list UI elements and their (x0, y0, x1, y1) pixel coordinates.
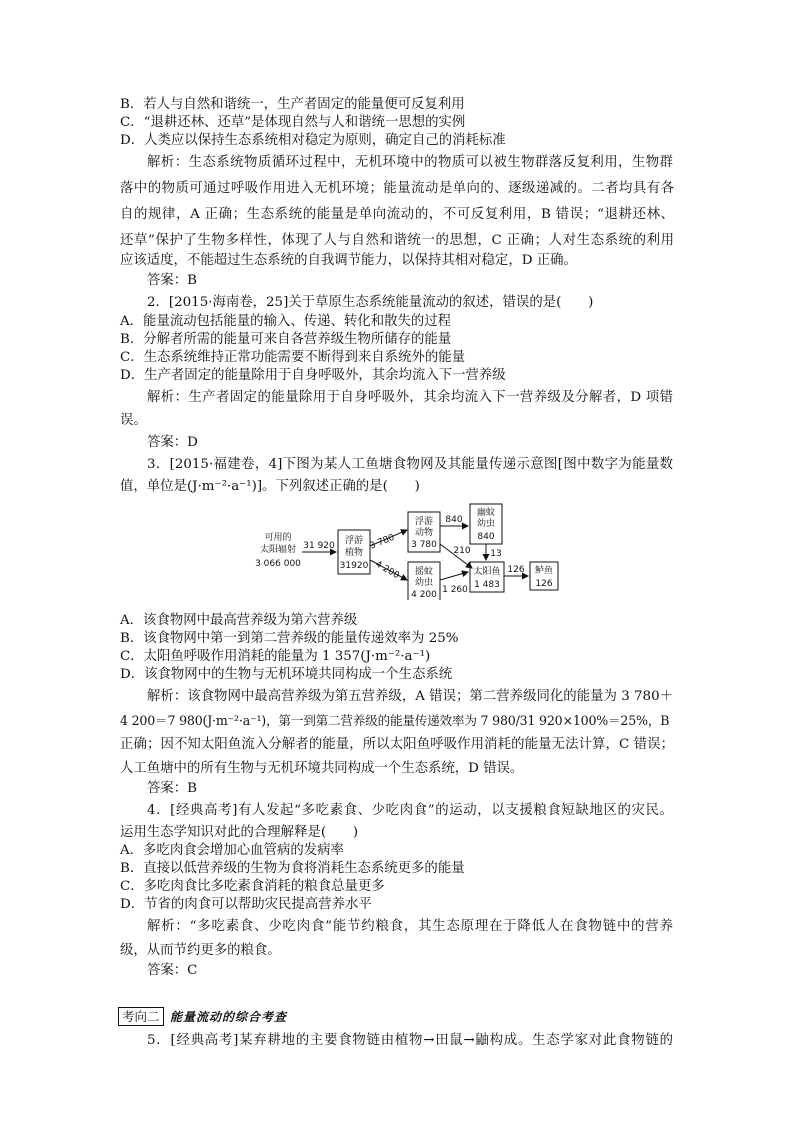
flow-label: 1 260 (442, 585, 468, 595)
analysis-line: 人工鱼塘中的所有生物与无机环境共同构成一个生态系统，D 错误。 (120, 761, 524, 776)
sun-label: 太阳辐射 (259, 545, 297, 555)
question-3-stem: 3．[2015·福建卷，4]下图为某人工鱼塘食物网及其能量传递示意图[图中数字为能量数 (147, 457, 673, 472)
sun-label: 可用的 (264, 533, 292, 543)
flow-label: 4 200 (373, 559, 401, 582)
answer-line: 答案：B (147, 781, 198, 796)
option-c-line: C．太阳鱼呼吸作用消耗的能量为 1 357(J·m⁻²·a⁻¹) (120, 649, 431, 664)
svg-text:1 483: 1 483 (474, 580, 500, 590)
food-web-diagram (250, 500, 570, 600)
option-c-line: C．生态系统维持正常功能需要不断得到来自系统外的能量 (120, 350, 466, 365)
svg-text:植物: 植物 (344, 548, 364, 558)
analysis-line: 解析：“多吃素食、少吃肉食”能节约粮食，其生态原理在于降低人在食物链中的营养 (147, 919, 673, 934)
option-d-line: D．节省的肉食可以帮助灾民提高营养水平 (120, 897, 372, 912)
svg-text:太阳鱼: 太阳鱼 (473, 567, 501, 577)
flow-label: 3 780 (368, 532, 397, 552)
analysis-line: 自的规律，A 正确；生态系统的能量是单向流动的，不可反复利用，B 错误；“退耕还林、 (120, 207, 674, 222)
analysis-line: 解析：生态系统物质循环过程中，无机环境中的物质可以被生物群落反复利用，生物群 (147, 155, 673, 170)
analysis-line: 级，从而节约更多的粮食。 (120, 943, 281, 958)
svg-text:840: 840 (477, 532, 495, 542)
analysis-line: 应该适度，不能超过生态系统的自我调节能力，以保持其相对稳定，D 正确。 (120, 253, 577, 268)
answer-line: 答案：C (147, 963, 198, 978)
svg-text:浮游: 浮游 (414, 517, 434, 527)
option-d-line: D．该食物网中的生物与无机环境共同构成一个生态系统 (120, 667, 453, 682)
analysis-line: 解析：该食物网中最高营养级为第五营养级，A 错误；第二营养级同化的能量为 3 780＋ (147, 689, 673, 704)
option-a-line: A．该食物网中最高营养级为第六营养级 (120, 613, 358, 628)
option-c-line: C．“退耕还林、还草”是体现自然与人和谐统一思想的实例 (120, 115, 466, 130)
question-3-stem: 值，单位是(J·m⁻²·a⁻¹)]。下列叙述正确的是( ) (120, 479, 420, 494)
analysis-line: 落中的物质可通过呼吸作用进入无机环境；能量流动是单向的、逐级递减的。二者均具有各 (120, 181, 674, 196)
section-tag: 考向二 (118, 1007, 164, 1026)
flow-label: 13 (490, 549, 502, 559)
option-b-line: B．若人与自然和谐统一，生产者固定的能量便可反复利用 (120, 97, 465, 112)
answer-line: 答案：D (147, 435, 198, 450)
analysis-line: 解析：生产者固定的能量除用于自身呼吸外，其余均流入下一营养级及分解者，D 项错 (147, 390, 673, 405)
flow-label: 840 (445, 515, 463, 525)
sun-value: 3 066 000 (255, 559, 301, 569)
question-4-stem: 4．[经典高考]有人发起“多吃素食、少吃肉食”的运动，以支援粮食短缺地区的灾民。 (147, 803, 673, 818)
flow-label: 31 920 (303, 541, 335, 551)
option-d-line: D．生产者固定的能量除用于自身呼吸外，其余均流入下一营养级 (120, 368, 506, 383)
option-b-line: B．分解者所需的能量可来自各营养级生物所储存的能量 (120, 332, 452, 347)
svg-text:31920: 31920 (339, 561, 369, 571)
svg-text:幽蚊: 幽蚊 (476, 508, 496, 518)
option-d-line: D．人类应以保持生态系统相对稳定为原则，确定自己的消耗标准 (120, 133, 506, 148)
svg-text:动物: 动物 (414, 528, 434, 538)
question-5-stem: 5．[经典高考]某弃耕地的主要食物链由植物→田鼠→鼬构成。生态学家对此食物链的 (147, 1033, 673, 1048)
option-b-line: B．该食物网中第一到第二营养级的能量传递效率为 25% (120, 631, 459, 646)
flow-label: 210 (453, 546, 471, 556)
option-c-line: C．多吃肉食比多吃素食消耗的粮食总量更多 (120, 879, 385, 894)
analysis-line: 4 200＝7 980(J·m⁻²·a⁻¹)，第一到第二营养级的能量传递效率为 7 980/31 920×100%＝25%，B (120, 713, 670, 728)
svg-text:3 780: 3 780 (411, 540, 437, 550)
question-4-stem: 运用生态学知识对此的合理解释是( ) (120, 825, 359, 840)
section-title: 能量流动的综合考查 (170, 1010, 288, 1024)
svg-text:幼虫: 幼虫 (414, 578, 434, 588)
svg-text:鲈鱼: 鲈鱼 (534, 566, 554, 576)
svg-text:浮游: 浮游 (344, 536, 364, 546)
svg-text:幼虫: 幼虫 (476, 519, 496, 529)
analysis-line: 还草”保护了生物多样性，体现了人与自然和谐统一的思想，C 正确；人对生态系统的利用 (120, 233, 674, 248)
flow-label: 126 (507, 565, 525, 575)
analysis-line: 正确；因不知太阳鱼流入分解者的能量，所以太阳鱼呼吸作用消耗的能量无法计算，C 错误； (120, 737, 674, 752)
analysis-line: 误。 (120, 413, 147, 428)
answer-line: 答案：B (147, 273, 198, 288)
svg-text:摇蚊: 摇蚊 (414, 567, 434, 577)
option-a-line: A．多吃肉食会增加心血管病的发病率 (120, 843, 344, 858)
svg-text:4 200: 4 200 (411, 590, 437, 600)
option-b-line: B．直接以低营养级的生物为食将消耗生态系统更多的能量 (120, 861, 465, 876)
svg-text:126: 126 (535, 579, 553, 589)
option-a-line: A．能量流动包括能量的输入、传递、转化和散失的过程 (120, 314, 452, 329)
question-2-stem: 2．[2015·海南卷，25]关于草原生态系统能量流动的叙述，错误的是( ) (147, 295, 594, 310)
